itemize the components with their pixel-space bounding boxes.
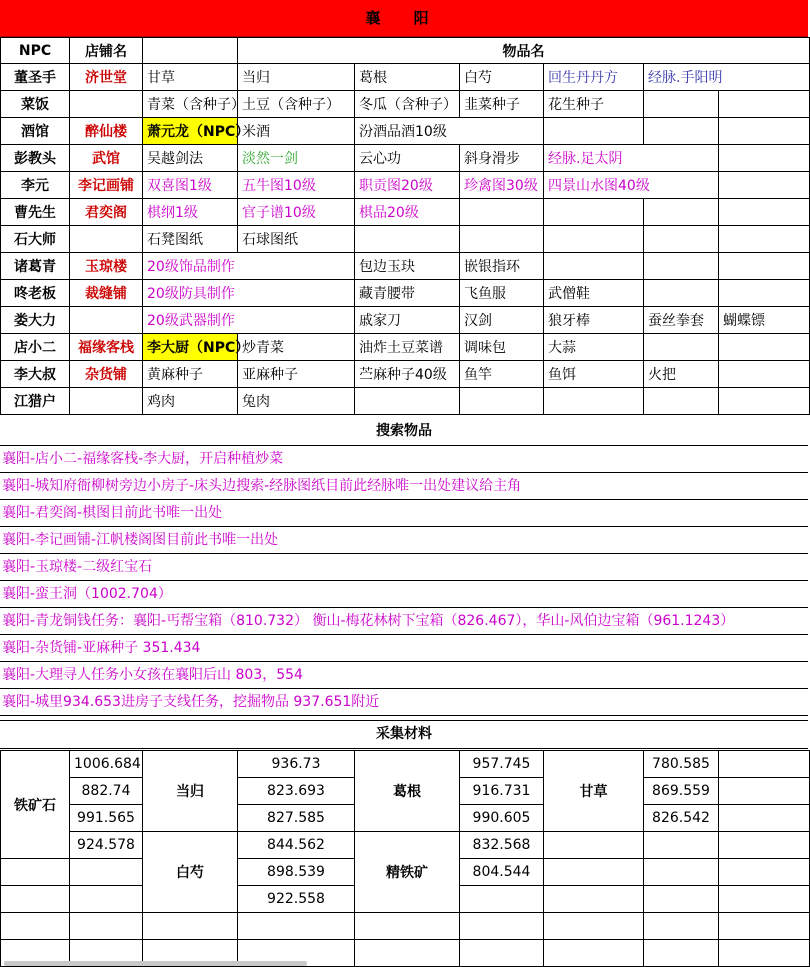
- table-row: [1, 334, 810, 361]
- title-bar: [0, 0, 808, 37]
- table-row: [1, 172, 810, 199]
- npc-name: 江猎户: [1, 388, 70, 415]
- item-cell: [355, 388, 460, 415]
- table-row: [1, 145, 810, 172]
- item-cell: 20级饰品制作: [143, 253, 355, 280]
- item-cell: [719, 199, 810, 226]
- item-cell: 鸡肉: [143, 388, 238, 415]
- table-row: [1, 361, 810, 388]
- coord-cell: 991.565: [70, 805, 143, 832]
- table-row: [1, 199, 810, 226]
- header-shop: 店铺名: [70, 38, 143, 64]
- item-cell: 20级武器制作: [143, 307, 355, 334]
- item-cell: 花生种子: [544, 91, 644, 118]
- item-cell: 官子谱10级: [238, 199, 355, 226]
- coord-cell: 882.74: [70, 778, 143, 805]
- empty-cell: [644, 832, 719, 859]
- item-cell: 吴越剑法: [143, 145, 238, 172]
- search-row: 襄阳-城里934.653进房子支线任务，挖掘物品 937.651附近: [0, 689, 808, 716]
- coord-cell: 780.585: [644, 751, 719, 778]
- empty-cell: [719, 859, 810, 886]
- item-cell: 韭菜种子: [460, 91, 544, 118]
- item-cell: 淡然一剑: [238, 145, 355, 172]
- page-title: 襄 阳: [365, 9, 443, 27]
- npc-item-table: [0, 37, 810, 415]
- npc-name: 彭教头: [1, 145, 70, 172]
- empty-cell: [1, 913, 70, 940]
- item-cell: [719, 145, 810, 172]
- header-npc: NPC: [1, 38, 70, 64]
- item-cell: 包边玉玦: [355, 253, 460, 280]
- item-cell: 石凳图纸: [143, 226, 238, 253]
- table-row: [1, 280, 810, 307]
- shop-name: 裁缝铺: [70, 280, 143, 307]
- shop-name: 君奕阁: [70, 199, 143, 226]
- coord-cell: 936.73: [238, 751, 355, 778]
- item-cell: [719, 361, 810, 388]
- search-row: 襄阳-店小二-福缘客栈-李大厨，开启种植炒菜: [0, 446, 808, 473]
- item-cell: [644, 334, 719, 361]
- item-cell: 蝴蝶镖: [719, 307, 810, 334]
- item-cell: [460, 388, 544, 415]
- coord-cell: 922.558: [238, 886, 355, 913]
- npc-highlight-cell: 李大厨（NPC）: [143, 334, 238, 361]
- horizontal-scrollbar[interactable]: [4, 961, 307, 966]
- npc-name: 石大师: [1, 226, 70, 253]
- empty-cell: [1, 859, 70, 886]
- empty-cell: [460, 940, 544, 967]
- header-blank: [143, 38, 238, 64]
- item-cell: [544, 253, 644, 280]
- item-cell: 冬瓜（含种子）: [355, 91, 460, 118]
- shop-name: 玉琼楼: [70, 253, 143, 280]
- item-cell: [719, 118, 810, 145]
- table-row: [1, 253, 810, 280]
- shop-name: [70, 307, 143, 334]
- item-cell: 20级防具制作: [143, 280, 355, 307]
- item-cell: 五牛图10级: [238, 172, 355, 199]
- search-row: 襄阳-玉琼楼-二级红宝石: [0, 554, 808, 581]
- npc-name: 诸葛青: [1, 253, 70, 280]
- item-cell: 鱼饵: [544, 361, 644, 388]
- empty-cell: [719, 778, 810, 805]
- item-cell: 珍禽图30级: [460, 172, 544, 199]
- empty-cell: [460, 913, 544, 940]
- material-name: 白芍: [143, 832, 238, 913]
- item-cell: [460, 199, 544, 226]
- empty-cell: [644, 913, 719, 940]
- item-cell: [719, 334, 810, 361]
- material-name: 铁矿石: [1, 751, 70, 859]
- coord-cell: 898.539: [238, 859, 355, 886]
- item-cell: [355, 226, 460, 253]
- item-cell: 炒青菜: [238, 334, 355, 361]
- coord-cell: 916.731: [460, 778, 544, 805]
- item-cell: [460, 226, 544, 253]
- shop-name: 李记画铺: [70, 172, 143, 199]
- empty-cell: [719, 940, 810, 967]
- item-cell: 职贡图20级: [355, 172, 460, 199]
- npc-name: 李元: [1, 172, 70, 199]
- search-row: 襄阳-大理寻人任务小女孩在襄阳后山 803，554: [0, 662, 808, 689]
- item-cell: 云心功: [355, 145, 460, 172]
- item-cell: 飞鱼服: [460, 280, 544, 307]
- npc-name: 菜饭: [1, 91, 70, 118]
- item-cell: 黄麻种子: [143, 361, 238, 388]
- empty-cell: [544, 886, 644, 913]
- material-name: 精铁矿: [355, 832, 460, 913]
- item-cell: [719, 388, 810, 415]
- table-row: [1, 64, 810, 91]
- item-cell: 汉剑: [460, 307, 544, 334]
- item-cell: 嵌银指环: [460, 253, 544, 280]
- item-cell: [544, 226, 644, 253]
- npc-name: 董圣手: [1, 64, 70, 91]
- item-cell: 回生丹丹方: [544, 64, 644, 91]
- npc-name: 店小二: [1, 334, 70, 361]
- gather-section-title: 采集材料: [0, 720, 808, 749]
- item-cell: [644, 280, 719, 307]
- empty-cell: [143, 913, 238, 940]
- empty-cell: [70, 859, 143, 886]
- coord-cell: 823.693: [238, 778, 355, 805]
- item-cell: 大蒜: [544, 334, 644, 361]
- coord-cell: 990.605: [460, 805, 544, 832]
- item-cell: 火把: [644, 361, 719, 388]
- coord-cell: 924.578: [70, 832, 143, 859]
- material-name: 甘草: [544, 751, 644, 832]
- empty-cell: [644, 940, 719, 967]
- item-cell: 棋纲1级: [143, 199, 238, 226]
- empty-cell: [70, 913, 143, 940]
- search-row: 襄阳-青龙铜钱任务：襄阳-丐帮宝箱（810.732） 衡山-梅花林树下宝箱（826.467），华山-风伯边宝箱（961.1243）: [0, 608, 808, 635]
- item-cell: 狼牙棒: [544, 307, 644, 334]
- item-cell: [644, 91, 719, 118]
- empty-cell: [460, 886, 544, 913]
- coord-cell: 832.568: [460, 832, 544, 859]
- empty-cell: [719, 805, 810, 832]
- item-cell: 当归: [238, 64, 355, 91]
- npc-name: 酒馆: [1, 118, 70, 145]
- item-cell: 斜身滑步: [460, 145, 544, 172]
- table-row: [1, 226, 810, 253]
- item-cell: 兔肉: [238, 388, 355, 415]
- gather-table: [0, 750, 810, 967]
- item-cell: [719, 280, 810, 307]
- item-cell: 藏青腰带: [355, 280, 460, 307]
- empty-cell: [719, 886, 810, 913]
- item-cell: 经脉.手阳明: [644, 64, 810, 91]
- item-cell: 亚麻种子: [238, 361, 355, 388]
- table-row: [1, 388, 810, 415]
- item-cell: 青菜（含种子）: [143, 91, 238, 118]
- empty-cell: [1, 886, 70, 913]
- npc-name: 咚老板: [1, 280, 70, 307]
- item-cell: [719, 91, 810, 118]
- coord-cell: 844.562: [238, 832, 355, 859]
- item-cell: [719, 226, 810, 253]
- empty-cell: [719, 832, 810, 859]
- shop-name: [70, 388, 143, 415]
- item-cell: 石球图纸: [238, 226, 355, 253]
- coord-cell: 957.745: [460, 751, 544, 778]
- item-cell: 土豆（含种子）: [238, 91, 355, 118]
- shop-name: 醉仙楼: [70, 118, 143, 145]
- item-cell: 戚家刀: [355, 307, 460, 334]
- item-cell: 汾酒品酒10级: [355, 118, 544, 145]
- table-row: [1, 118, 810, 145]
- empty-cell: [355, 913, 460, 940]
- item-cell: 蚕丝拳套: [644, 307, 719, 334]
- item-cell: 油炸土豆菜谱: [355, 334, 460, 361]
- item-cell: 甘草: [143, 64, 238, 91]
- table-row: [1, 91, 810, 118]
- empty-cell: [644, 859, 719, 886]
- shop-name: 福缘客栈: [70, 334, 143, 361]
- search-section: [0, 418, 808, 716]
- search-row: 襄阳-李记画铺-江帆楼阁图目前此书唯一出处: [0, 527, 808, 554]
- item-cell: 经脉.足太阴: [544, 145, 719, 172]
- material-name: 当归: [143, 751, 238, 832]
- shop-name: 武馆: [70, 145, 143, 172]
- header-items: 物品名: [238, 38, 810, 64]
- item-cell: 调味包: [460, 334, 544, 361]
- item-cell: [544, 388, 644, 415]
- empty-cell: [355, 940, 460, 967]
- item-cell: [644, 388, 719, 415]
- empty-cell: [644, 886, 719, 913]
- search-row: 襄阳-城知府衙柳树旁边小房子-床头边搜索-经脉图纸目前此经脉唯一出处建议给主角: [0, 473, 808, 500]
- empty-cell: [544, 913, 644, 940]
- search-section-title: 搜索物品: [0, 418, 808, 446]
- item-cell: 米酒: [238, 118, 355, 145]
- empty-cell: [719, 751, 810, 778]
- item-cell: 四景山水图40级: [544, 172, 719, 199]
- shop-name: 济世堂: [70, 64, 143, 91]
- npc-name: 娄大力: [1, 307, 70, 334]
- coord-cell: 826.542: [644, 805, 719, 832]
- npc-name: 李大叔: [1, 361, 70, 388]
- item-cell: [544, 118, 644, 145]
- item-cell: 鱼竿: [460, 361, 544, 388]
- item-cell: 棋品20级: [355, 199, 460, 226]
- item-cell: [544, 199, 644, 226]
- table-row: [1, 307, 810, 334]
- item-cell: [644, 226, 719, 253]
- coord-cell: 804.544: [460, 859, 544, 886]
- item-cell: [644, 253, 719, 280]
- empty-cell: [719, 913, 810, 940]
- material-name: 葛根: [355, 751, 460, 832]
- coord-cell: 827.585: [238, 805, 355, 832]
- search-row: 襄阳-君奕阁-棋图目前此书唯一出处: [0, 500, 808, 527]
- npc-highlight-cell: 萧元龙（NPC）: [143, 118, 238, 145]
- item-cell: [719, 253, 810, 280]
- npc-name: 曹先生: [1, 199, 70, 226]
- table-row: [1, 913, 810, 940]
- empty-cell: [544, 832, 644, 859]
- table-row: [1, 751, 810, 778]
- item-cell: 双喜图1级: [143, 172, 238, 199]
- shop-name: 杂货铺: [70, 361, 143, 388]
- item-cell: 武僧鞋: [544, 280, 644, 307]
- item-cell: 葛根: [355, 64, 460, 91]
- shop-name: [70, 226, 143, 253]
- item-cell: [644, 118, 719, 145]
- item-cell: 白芍: [460, 64, 544, 91]
- coord-cell: 869.559: [644, 778, 719, 805]
- item-cell: 苎麻种子40级: [355, 361, 460, 388]
- empty-cell: [70, 886, 143, 913]
- empty-cell: [238, 913, 355, 940]
- coord-cell: 1006.684: [70, 751, 143, 778]
- table-row: [1, 832, 810, 859]
- item-cell: [719, 172, 810, 199]
- search-row: 襄阳-蛮王洞（1002.704）: [0, 581, 808, 608]
- shop-name: [70, 91, 143, 118]
- search-row: 襄阳-杂货铺-亚麻种子 351.434: [0, 635, 808, 662]
- table-header-row: [1, 38, 810, 64]
- empty-cell: [544, 859, 644, 886]
- empty-cell: [544, 940, 644, 967]
- item-cell: [644, 199, 719, 226]
